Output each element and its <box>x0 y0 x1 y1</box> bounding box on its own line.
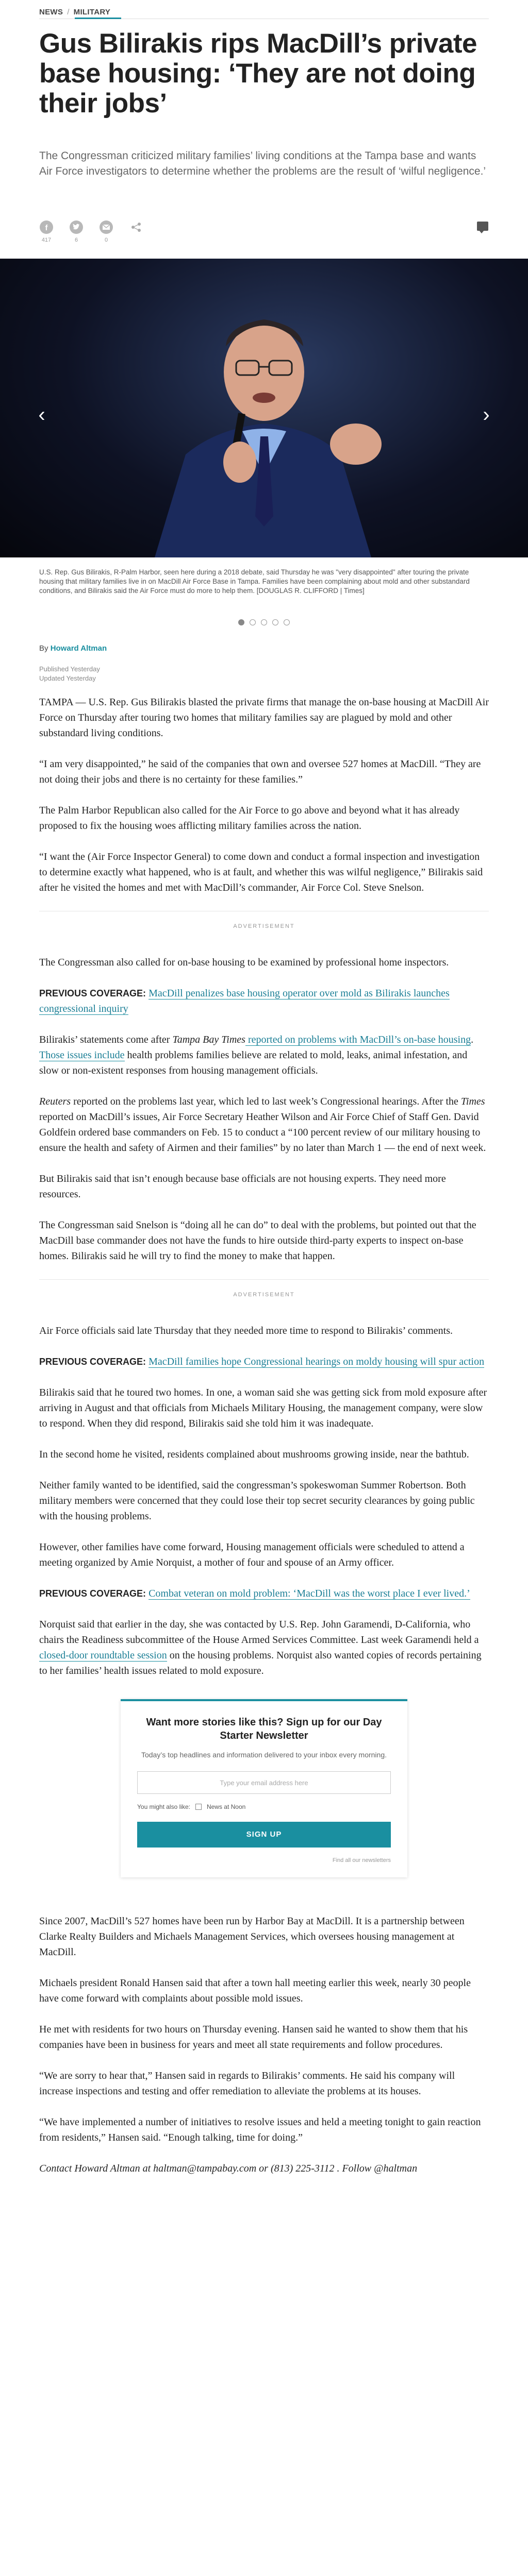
contact-text: Contact Howard Altman at haltman@tampabay.com or (813) 225-3112 . Follow @haltman <box>39 2163 418 2174</box>
facebook-share-count: 417 <box>41 237 52 243</box>
paragraph <box>39 1032 489 1078</box>
signup-button[interactable]: SIGN UP <box>137 1822 391 1848</box>
text: Norquist said that earlier in the day, she was contacted by U.S. Rep. John Garamendi, D-California, who chairs the Readiness subcommittee of the House Armed Services Committee. Last week Garamendi held a <box>39 1619 479 1646</box>
text: on the housing problems. Norquist also wanted copies of records pertaining to her families’ health issues related to mold exposure. <box>39 1650 482 1676</box>
inline-link[interactable]: reported on problems with MacDill’s on-base housing <box>245 1034 471 1045</box>
previous-coverage-label: PREVIOUS COVERAGE: <box>39 988 146 998</box>
all-newsletters-link[interactable]: Find all our newsletters <box>332 1857 391 1863</box>
article-body <box>39 694 489 2192</box>
paragraph <box>39 1094 489 1156</box>
byline-prefix: By <box>39 644 48 653</box>
previous-coverage <box>39 1354 489 1369</box>
carousel-dot[interactable] <box>284 619 290 625</box>
newsletter-title: Want more stories like this? Sign up for our Day Starter Newsletter <box>146 1717 382 1741</box>
inline-link[interactable]: closed-door roundtable session <box>39 1650 167 1661</box>
paragraph: Michaels president Ronald Hansen said that after a town hall meeting earlier this week, nearly 30 people have come forward with complaints about possible mold issues. <box>39 1977 471 2004</box>
twitter-share-count: 6 <box>74 237 78 243</box>
paragraph: Neither family wanted to be identified, said the congressman’s spokeswoman Summer Robertson. Both military members were concerned that they could lose their top secret security clearances by going public with the housing problems. <box>39 1480 475 1522</box>
paragraph: Bilirakis said that he toured two homes. In one, a woman said she was getting sick from mold exposure after arriving in August and that officials from Michaels Military Housing, the management company, were slow to respond. When they did respond, Bilirakis said she told him it was inadequate. <box>39 1387 487 1429</box>
paragraph: However, other families have come forward, Housing management officials were scheduled to attend a meeting organized by Amie Norquist, a mother of four and spouse of an Army officer. <box>39 1541 465 1568</box>
advertisement-label: ADVERTISEMENT <box>39 911 489 934</box>
carousel-pagination <box>0 619 528 625</box>
paragraph <box>39 1617 489 1679</box>
previous-coverage-link[interactable]: MacDill families hope Congressional hearings on moldy housing will spur action <box>148 1356 485 1367</box>
news-at-noon-checkbox[interactable] <box>195 1804 202 1810</box>
publication-name: Reuters <box>39 1096 71 1107</box>
paragraph: In the second home he visited, residents complained about mushrooms growing inside, near the bathtub. <box>39 1449 469 1460</box>
previous-coverage-link[interactable]: Combat veteran on mold problem: ‘MacDill was the worst place I ever lived.’ <box>148 1588 470 1599</box>
chevron-left-icon: ‹ <box>38 403 45 426</box>
newsletter-subtitle: Today’s top headlines and information delivered to your inbox every morning. <box>141 1751 387 1759</box>
carousel-prev-button[interactable] <box>34 403 50 426</box>
hero-photo <box>0 259 528 557</box>
breadcrumb-military-link[interactable]: MILITARY <box>73 7 111 16</box>
paragraph: “We are sorry to hear that,” Hansen said in regards to Bilirakis’ comments. He said his company will increase inspections and testing and offer remediation to alleviate the problems at its houses. <box>39 2070 455 2097</box>
carousel-dot[interactable] <box>250 619 256 625</box>
advertisement-label: ADVERTISEMENT <box>39 1279 489 1302</box>
carousel-dot[interactable] <box>238 619 244 625</box>
also-like-label: You might also like: <box>137 1803 190 1810</box>
text: Bilirakis’ statements come after <box>39 1034 173 1045</box>
newsletter-signup <box>121 1699 407 1877</box>
contact-line <box>39 2161 489 2176</box>
publish-meta <box>39 665 489 683</box>
paragraph: The Palm Harbor Republican also called for the Air Force to go above and beyond what it has already proposed to fix the housing woes afflicting military families across the nation. <box>39 805 460 832</box>
facebook-share-button[interactable] <box>39 221 54 243</box>
breadcrumb-active-underline <box>75 18 121 19</box>
previous-coverage <box>39 1586 489 1601</box>
share-icon <box>129 221 143 234</box>
photo-caption: U.S. Rep. Gus Bilirakis, R-Palm Harbor, seen here during a 2018 debate, said Thursday he was "very disappointed" after touring the private housing that military families live in on MacDill Air Force Base in Tampa. Families have been complaining about mold and other substandard conditions, and Bilirakis said the Air Force must do more to help them. [DOUGLAS R. CLIFFORD | Times] <box>39 568 470 595</box>
byline-author-link[interactable]: Howard Altman <box>50 644 107 653</box>
paragraph: The Congressman also called for on-base housing to be examined by professional home inspectors. <box>39 957 449 968</box>
paragraph: “I am very disappointed,” he said of the companies that own and oversee 527 homes at MacDill. “They are not doing their jobs and there is no certainty for these families.” <box>39 758 481 785</box>
email-icon <box>100 221 113 234</box>
page-title: Gus Bilirakis rips MacDill’s private base housing: ‘They are not doing their jobs’ <box>39 28 477 118</box>
publication-name: Tampa Bay Times <box>172 1034 245 1045</box>
carousel-next-button[interactable] <box>478 403 494 426</box>
newsletter-email-input[interactable]: Type your email address here <box>137 1771 391 1794</box>
previous-coverage-link[interactable]: MacDill penalizes base housing operator over mold as Bilirakis launches congressional inquiry <box>39 988 450 1014</box>
email-share-button[interactable] <box>99 221 113 243</box>
twitter-share-button[interactable] <box>69 221 84 243</box>
paragraph: The Congressman said Snelson is “doing all he can do” to deal with the problems, but pointed out that the MacDill base commander does not have the funds to hire outside third-party experts to inspect on-base homes. Bilirakis said he will try to find the money to make that happen. <box>39 1219 476 1262</box>
updated-time: Updated Yesterday <box>39 674 96 682</box>
share-bar <box>39 221 489 247</box>
email-share-count: 0 <box>104 237 108 243</box>
carousel-dot[interactable] <box>261 619 267 625</box>
news-at-noon-label: News at Noon <box>206 1803 246 1810</box>
chevron-right-icon: › <box>483 403 490 426</box>
previous-coverage-label: PREVIOUS COVERAGE: <box>39 1357 146 1367</box>
twitter-icon <box>70 221 83 234</box>
paragraph: “I want the (Air Force Inspector General) to come down and conduct a formal inspection and investigation to determine exactly what happened, who is at fault, and whether this was wilful negligence,” Bilirakis said after he visited the homes and met with MacDill’s commander, Air Force Col. Steve Snelson. <box>39 851 483 893</box>
published-time: Published Yesterday <box>39 665 100 673</box>
newsletter-options <box>137 1799 391 1815</box>
text: . <box>471 1034 474 1045</box>
publication-name: Times <box>460 1096 485 1107</box>
text: reported on the problems last year, which led to last week’s Congressional hearings. After the <box>71 1096 461 1107</box>
text: reported on MacDill’s issues, Air Force Secretary Heather Wilson and Air Force Chief of Staff Gen. David Goldfein ordered base commanders on Feb. 15 to conduct a “100 percent review of our military housing to ensure the health and safety of Airmen and their families” by no later than March 1 — the end of next week. <box>39 1111 486 1154</box>
comments-icon[interactable] <box>477 222 488 231</box>
previous-coverage <box>39 986 489 1016</box>
breadcrumb <box>39 6 489 18</box>
more-share-button[interactable] <box>129 221 143 234</box>
carousel-dot[interactable] <box>272 619 278 625</box>
facebook-icon <box>40 221 53 234</box>
byline <box>39 644 489 653</box>
paragraph: TAMPA — U.S. Rep. Gus Bilirakis blasted the private firms that manage the on-base housing at MacDill Air Force on Thursday after touring two homes that military families say are plagued by mold and other substandard living conditions. <box>39 697 489 739</box>
paragraph: Since 2007, MacDill’s 527 homes have been run by Harbor Bay at MacDill. It is a partnership between Clarke Realty Builders and Michaels Management Services, which oversees housing management at MacDill. <box>39 1916 465 1958</box>
paragraph: Air Force officials said late Thursday that they needed more time to respond to Bilirakis’ comments. <box>39 1325 453 1336</box>
inline-link[interactable]: Those issues include <box>39 1049 125 1061</box>
article-dek: The Congressman criticized military families’ living conditions at the Tampa base and wants Air Force investigators to determine whether the problems are the result of ‘wilful negligence.’ <box>39 150 486 177</box>
svg-text:f: f <box>45 224 48 232</box>
text: health problems families believe are related to mold, leaks, animal infestation, and slow or non-existent responses from housing management officials. <box>39 1049 468 1076</box>
breadcrumb-separator: / <box>67 7 70 16</box>
paragraph: “We have implemented a number of initiatives to resolve issues and held a meeting tonight to gain reaction from residents,” Hansen said. “Enough talking, time for doing.” <box>39 2116 481 2143</box>
paragraph: He met with residents for two hours on Thursday evening. Hansen said he wanted to show them that his companies have been in business for years and meet all state requirements and follow procedures. <box>39 2024 468 2050</box>
breadcrumb-news-link[interactable]: NEWS <box>39 7 63 16</box>
paragraph: But Bilirakis said that isn’t enough because base officials are not housing experts. They need more resources. <box>39 1173 446 1200</box>
previous-coverage-label: PREVIOUS COVERAGE: <box>39 1588 146 1599</box>
